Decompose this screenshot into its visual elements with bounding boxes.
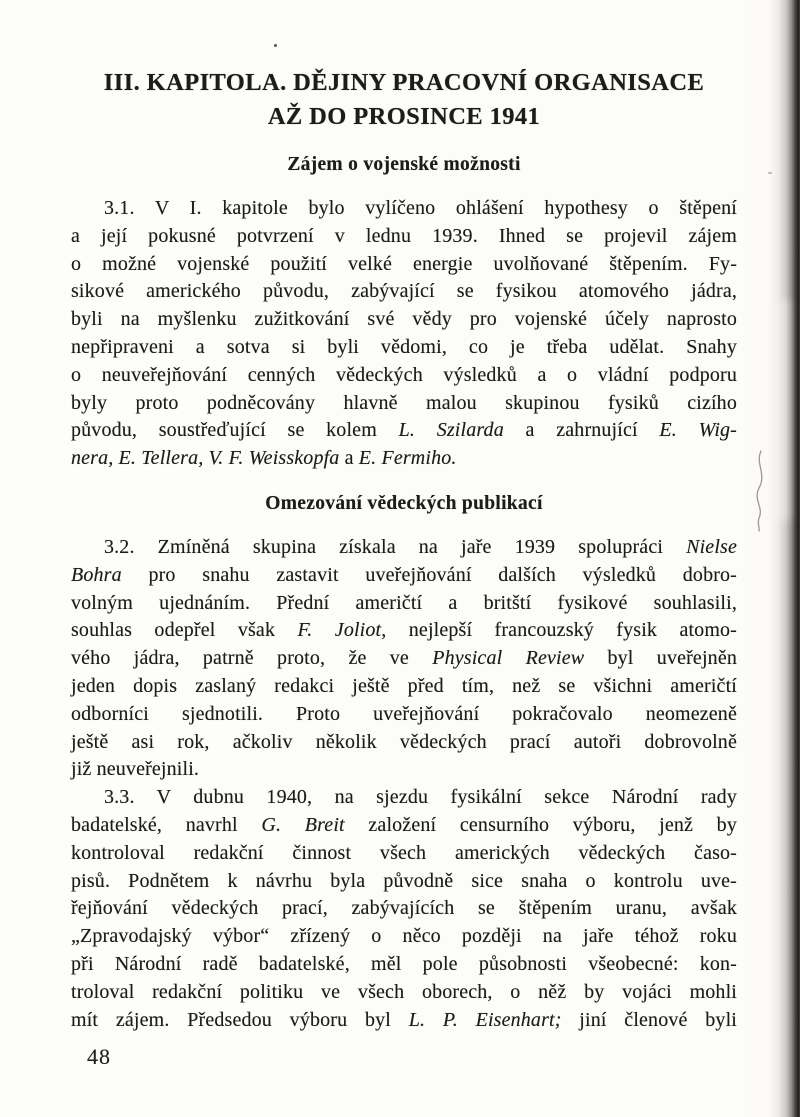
text-segment: odborníci sjednotili. Proto uveřejňování pokračovalo neomezeně <box>71 702 737 725</box>
text-line <box>71 673 737 701</box>
italic-text: L. P. Eisenhart; <box>408 1008 562 1031</box>
text-segment: sikové amerického původu, zabývající se fysikou atomového jádra, <box>71 280 737 303</box>
text-segment: pro snahu zastavit uveřejňování dalších výsledků dobro- <box>121 563 737 586</box>
text-segment: jiní členové byli <box>561 1008 737 1031</box>
text-segment: badatelské, navrhl <box>71 813 262 836</box>
text-line <box>71 645 737 673</box>
text-line <box>71 729 737 757</box>
italic-text: nera, E. Tellera, V. F. Weisskopfa <box>71 447 340 470</box>
text-segment: o neuveřejňování cenných vědeckých výsledků a o vládní podporu <box>71 363 737 386</box>
italic-text: Bohra <box>71 563 122 586</box>
text-segment: „Zpravodajský výbor“ zřízený o něco později na jaře téhož roku <box>71 925 737 948</box>
italic-text: E. Fermiho. <box>358 447 457 470</box>
italic-text: Nielse <box>686 535 737 558</box>
text-segment: byly proto podněcovány hlavně malou skupinou fysiků cizího <box>71 391 737 414</box>
page-body <box>71 152 737 1034</box>
text-line <box>71 923 737 951</box>
text-segment: založení censurního výboru, jenž by <box>344 813 737 836</box>
text-line <box>71 840 737 868</box>
text-line <box>71 278 737 306</box>
dust-speck <box>274 44 277 47</box>
italic-text: Physical Review <box>432 647 585 670</box>
text-line <box>71 417 737 445</box>
paragraph <box>71 534 737 784</box>
text-line <box>71 701 737 729</box>
page-number: 48 <box>87 1044 111 1069</box>
text-segment: a zahrnující <box>503 419 660 442</box>
text-segment: mít zájem. Předsedou výboru byl <box>71 1008 409 1031</box>
text-segment: a její pokusné potvrzení v lednu 1939. Ihned se projevil zájem <box>71 224 737 247</box>
text-line <box>71 445 737 473</box>
paragraph <box>71 195 737 473</box>
text-segment: souhlas odepřel však <box>71 619 298 642</box>
italic-text: F. Joliot <box>297 619 382 642</box>
text-line <box>71 756 737 784</box>
text-segment: byli na myšlenku zužitkování své vědy pro vojenské účely naprosto <box>71 308 737 331</box>
italic-text: L. Szilarda <box>398 419 504 442</box>
text-segment: byl uveřejněn <box>584 647 737 670</box>
text-line <box>71 979 737 1007</box>
text-segment: při Národní radě badatelské, měl pole působnosti všeobecné: kon- <box>71 952 737 975</box>
text-segment: nepřipraveni a sotva si byli vědomi, co je třeba udělat. Snahy <box>71 335 737 358</box>
text-segment: o možné vojenské použití velké energie uvolňované štěpením. Fy- <box>71 252 737 275</box>
text-line <box>71 195 737 223</box>
text-segment: řejňování vědeckých prací, zabývajících se štěpením uranu, avšak <box>71 897 737 920</box>
text-segment: a <box>339 447 359 470</box>
section-heading: Zájem o vojenské možnosti <box>287 154 521 175</box>
text-line <box>71 617 737 645</box>
text-line <box>71 868 737 896</box>
text-segment: již neuveřejnili. <box>71 758 200 781</box>
text-segment: troloval redakční politiku ve všech oborech, o něž by vojáci mohli <box>71 980 737 1003</box>
text-line <box>71 784 737 812</box>
text-segment: 3.3. V dubnu 1940, na sjezdu fysikální sekce Národní rady <box>104 786 737 809</box>
paragraph <box>71 784 737 1034</box>
text-segment: 3.1. V I. kapitole bylo vylíčeno ohlášení hypothesy o štěpení <box>104 197 737 219</box>
text-line <box>71 812 737 840</box>
text-line <box>71 562 737 590</box>
text-segment: volným ujednáním. Přední američtí a britští fysikové souhlasili, <box>71 591 737 614</box>
text-segment: jeden dopis zaslaný redakci ještě před tím, než se všichni američtí <box>71 674 737 697</box>
text-segment: původu, soustřeďující se kolem <box>71 419 399 442</box>
text-segment: ještě asi rok, ačkoliv několik vědeckých prací autoři dobrovolně <box>71 730 737 753</box>
text-line <box>71 534 737 562</box>
text-line <box>71 1007 737 1035</box>
text-segment: kontroloval redakční činnost všech amerických vědeckých časo- <box>71 841 737 864</box>
text-segment: vého jádra, patrně proto, že ve <box>71 647 433 670</box>
italic-text: E. Wig- <box>659 419 737 442</box>
text-segment: 3.2. Zmíněná skupina získala na jaře 1939 spolupráci <box>104 535 687 558</box>
text-line <box>71 334 737 362</box>
italic-text: G. Breit <box>261 813 345 836</box>
text-line <box>71 390 737 418</box>
text-line <box>71 362 737 390</box>
text-line <box>71 223 737 251</box>
chapter-title-line1: III. KAPITOLA. DĚJINY PRACOVNÍ ORGANISACE <box>103 69 705 96</box>
text-segment: pisů. Podnětem k návrhu byla původně sice snaha o kontrolu uve- <box>71 869 737 892</box>
text-line <box>71 895 737 923</box>
scan-edge-highlight <box>776 300 790 520</box>
text-line <box>71 251 737 279</box>
text-line <box>71 590 737 618</box>
text-segment: , nejlepší francouzský fysik atomo- <box>381 619 737 642</box>
text-line <box>71 951 737 979</box>
section-heading: Omezování vědeckých publikací <box>265 492 543 514</box>
text-line <box>71 306 737 334</box>
scan-edge-shadow <box>768 0 800 1117</box>
chapter-title <box>71 66 737 134</box>
chapter-title-line2: AŽ DO PROSINCE 1941 <box>267 103 541 130</box>
page-content <box>71 0 737 1034</box>
